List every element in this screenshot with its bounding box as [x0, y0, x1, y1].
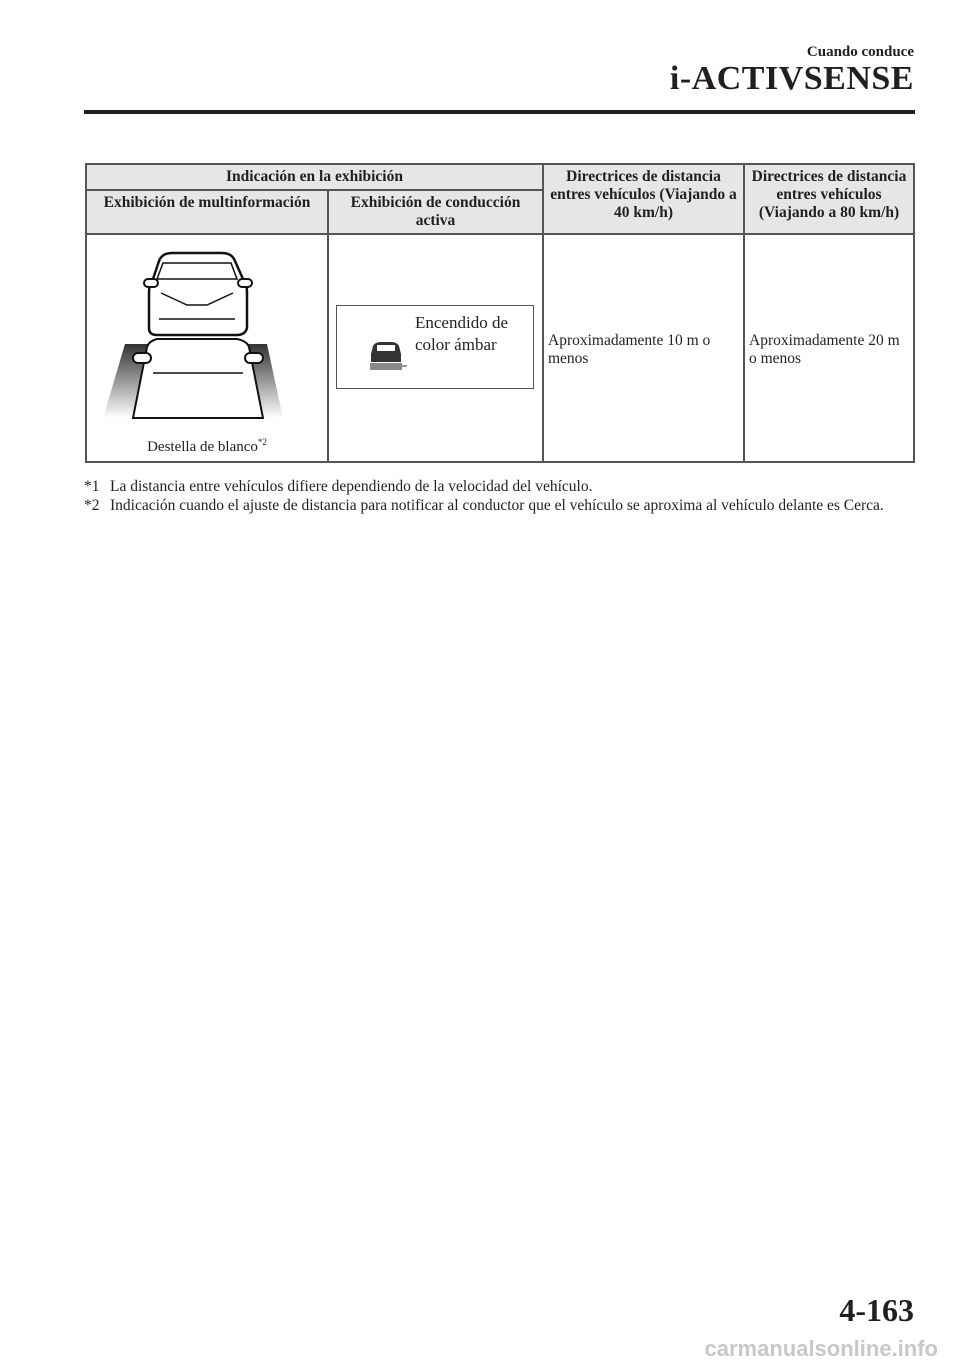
caption-footnote-ref: *2 — [257, 437, 267, 447]
amber-vehicle-icon — [337, 306, 407, 386]
col-header-80: Directrices de distancia entres vehículos (Viajando a 80 km/h) — [744, 164, 914, 234]
footnote — [84, 496, 914, 515]
distance-80-cell — [744, 234, 914, 462]
col-header-multi: Exhibición de multinformación — [86, 190, 328, 234]
footnote-text: Indicación cuando el ajuste de distancia para notificar al conductor que el vehículo se aproxima al vehículo delante es Cerca. — [110, 497, 884, 514]
chapter-title: i-ACTIVSENSE — [669, 60, 914, 97]
multi-cell — [86, 234, 328, 462]
header-rule — [84, 110, 915, 114]
footnote-text: La distancia entre vehículos difiere dependiendo de la velocidad del vehículo. — [110, 478, 593, 495]
distance-table — [85, 163, 915, 463]
distance-40-text: Aproximadamente 10 m o menos — [548, 332, 711, 367]
col-header-active: Exhibición de conducción activa — [328, 190, 543, 234]
footnote-mark: *2 — [84, 497, 100, 514]
amber-label: Encendido de color ámbar — [415, 313, 508, 354]
footnote — [84, 477, 914, 496]
multi-caption — [87, 433, 327, 456]
active-display-box — [336, 305, 534, 389]
group-header: Indicación en la exhibición — [86, 164, 543, 190]
footnote-mark: *1 — [84, 478, 100, 495]
watermark: carmanualsonline.info — [704, 1336, 938, 1361]
footnotes — [84, 477, 914, 515]
distance-80-text: Aproximadamente 20 m o menos — [749, 332, 900, 367]
vehicle-ahead-illustration — [87, 243, 319, 433]
caption-text: Destella de blanco — [147, 439, 258, 455]
active-cell — [328, 234, 543, 462]
distance-40-cell — [543, 234, 744, 462]
page-number: 4-163 — [839, 1292, 914, 1328]
section-title: Cuando conduce — [806, 44, 914, 60]
col-header-40: Directrices de distancia entres vehículos (Viajando a 40 km/h) — [543, 164, 744, 234]
